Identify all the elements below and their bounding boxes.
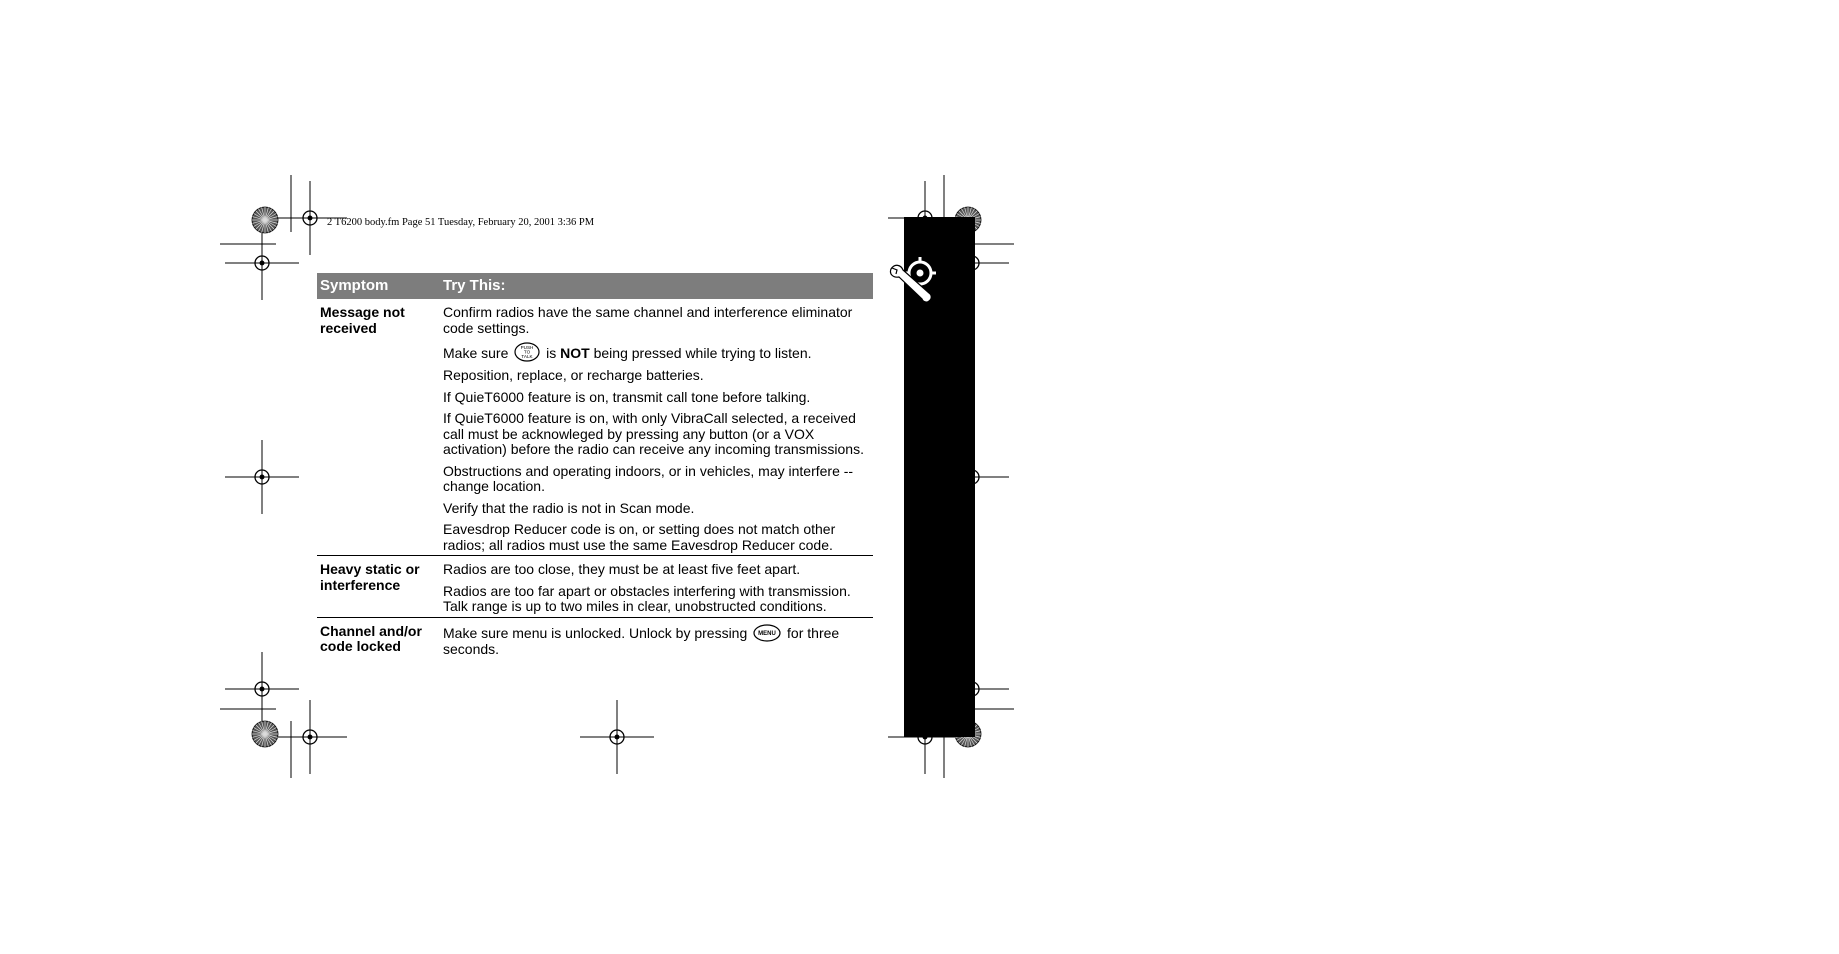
try-item: Radios are too far apart or obstacles interfering with transmission. Talk range is up to two miles in clear, unobstructed conditions. (443, 582, 851, 614)
header-try-this: Try This: (440, 273, 873, 299)
registration-dot (308, 216, 313, 221)
menu-icon-text: MENU (758, 630, 776, 637)
try-item-text: being pressed while trying to listen. (593, 345, 812, 361)
side-tab-label: Troubleshooting (1822, 627, 1838, 739)
ptt-line-3: TALK (521, 354, 533, 359)
table-header-row (317, 273, 873, 299)
symptom-cell: Channel and/or code locked (320, 622, 422, 654)
try-item (443, 342, 873, 362)
registration-dot (260, 687, 265, 692)
menu-button-icon (753, 624, 781, 642)
registration-dot (615, 735, 620, 740)
file-header: 2 T6200 body.fm Page 51 Tuesday, February 20, 2001 3:36 PM (327, 217, 595, 228)
page-number: 51 (1820, 881, 1839, 900)
try-item-text: Make sure (443, 345, 509, 361)
try-item: Verify that the radio is not in Scan mode. (443, 499, 695, 516)
wrench-gear-icon (887, 253, 939, 305)
table-row (317, 556, 873, 618)
try-item: Reposition, replace, or recharge batteries. (443, 367, 704, 383)
registration-dot (308, 735, 313, 740)
try-item: If QuieT6000 feature is on, transmit call tone before talking. (443, 388, 811, 405)
try-item-text: Make sure menu is unlocked. Unlock by pressing (443, 624, 748, 641)
push-to-talk-button-icon (514, 342, 540, 362)
try-item: Confirm radios have the same channel and interference eliminator code settings. (443, 304, 853, 336)
try-item-text: for three seconds. (443, 624, 840, 657)
try-this-cell (440, 617, 873, 659)
try-this-cell (440, 299, 873, 556)
try-item: Radios are too close, they must be at least five feet apart. (443, 561, 801, 577)
try-item: If QuieT6000 feature is on, with only VibraCall selected, a received call must be acknowleged by pressing any button (or a VOX activation) before the radio can receive any incoming transmissions. (443, 410, 864, 457)
registration-dot (260, 261, 265, 266)
emphasis-text: NOT (560, 345, 590, 361)
try-item (443, 624, 873, 658)
try-item: Eavesdrop Reducer code is on, or setting does not match other radios; all radios must use the same Eavesdrop Reducer code. (443, 521, 836, 553)
table-row (317, 299, 873, 556)
table-row (317, 617, 873, 659)
troubleshooting-table (317, 273, 873, 659)
ptt-line-2: TO (524, 349, 531, 355)
try-item-text: is (546, 345, 557, 361)
try-this-cell (440, 556, 873, 618)
symptom-cell: Message not received (317, 299, 440, 556)
symptom-cell: Heavy static or interference (317, 556, 440, 618)
try-item: Obstructions and operating indoors, or in vehicles, may interfere -- change location. (443, 462, 854, 494)
registration-dot (260, 475, 265, 480)
ptt-line-1: PUSH (520, 345, 534, 350)
header-symptom: Symptom (317, 273, 440, 299)
